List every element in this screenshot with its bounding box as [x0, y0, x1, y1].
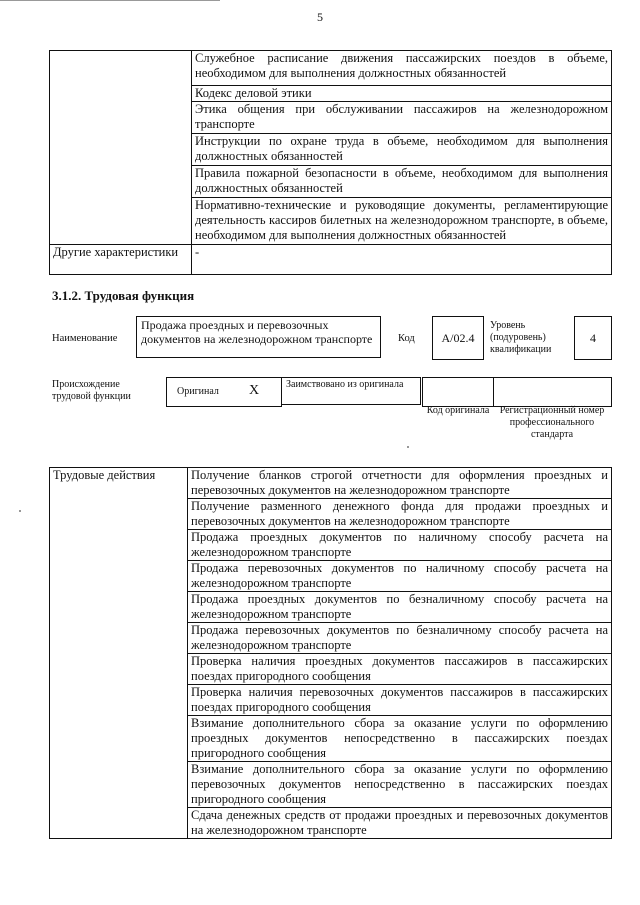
level-value: 4 [574, 316, 612, 360]
labor-actions-label: Трудовые действия [50, 468, 188, 839]
knowledge-item: Правила пожарной безопасности в объеме, необходимом для выполнения должностных обязанностей [192, 166, 612, 198]
scan-top-line [0, 0, 220, 1]
labor-actions-table [49, 467, 612, 839]
function-name: Продажа проездных и перевозочных документов на железнодорожном транспорте [136, 316, 381, 358]
labor-action-item: Сдача денежных средств от продажи проездных и перевозочных документов на железнодорожном транспорте [188, 808, 612, 839]
labor-action-item: Получение бланков строгой отчетности для оформления проездных и перевозочных документов на железнодорожном транспорте [188, 468, 612, 499]
page-number: 5 [317, 10, 323, 24]
labor-action-item: Продажа проездных документов по безналичному способу расчета на железнодорожном транспорте [188, 592, 612, 623]
name-label: Наименование [52, 333, 118, 344]
knowledge-item: Служебное расписание движения пассажирских поездов в объеме, необходимом для выполнения должностных обязанностей [192, 51, 612, 86]
labor-action-item: Получение разменного денежного фонда для продажи проездных и перевозочных документов на железнодорожном транспорте [188, 499, 612, 530]
origin-label: Происхождение трудовой функции [52, 379, 131, 402]
labor-action-item: Продажа перевозочных документов по наличному способу расчета на железнодорожном транспорте [188, 561, 612, 592]
original-code-cell [422, 377, 494, 407]
other-characteristics-label: Другие характеристики [50, 245, 192, 275]
labor-action-item: Взимание дополнительного сбора за оказание услуги по оформлению перевозочных документов непосредственно в пассажирских поездах пригородного сообщения [188, 762, 612, 808]
code-label: Код [398, 333, 415, 344]
knowledge-table [49, 50, 612, 275]
function-code: А/02.4 [432, 316, 484, 360]
labor-action-item: Взимание дополнительного сбора за оказание услуги по оформлению проездных документов непосредственно в пассажирских поездах пригородного сообщения [188, 716, 612, 762]
scan-speck [19, 510, 21, 512]
level-label: Уровень (подуровень) квалификации [490, 320, 552, 355]
borrowed-cell: Заимствовано из оригинала [281, 377, 421, 405]
reg-number-cell [493, 377, 612, 407]
knowledge-item: Этика общения при обслуживании пассажиров на железнодорожном транспорте [192, 102, 612, 134]
scan-speck [407, 446, 409, 448]
knowledge-item: Кодекс деловой этики [192, 86, 612, 102]
labor-action-item: Проверка наличия перевозочных документов пассажиров в пассажирских поездах пригородного сообщения [188, 685, 612, 716]
knowledge-item: Инструкции по охране труда в объеме, необходимом для выполнения должностных обязанностей [192, 134, 612, 166]
knowledge-item: Нормативно-технические и руководящие документы, регламентирующие деятельность кассиров билетных на железнодорожном транспорте, в объеме, необходимом для выполнения должностных обязанностей [192, 198, 612, 245]
section-heading: 3.1.2. Трудовая функция [52, 288, 195, 303]
original-code-caption: Код оригинала [426, 405, 490, 416]
original-label: Оригинал [177, 386, 219, 397]
knowledge-label-cell [50, 51, 192, 245]
reg-number-caption: Регистрационный номер профессионального стандарта [499, 405, 605, 440]
original-cell [166, 377, 282, 407]
labor-action-item: Продажа перевозочных документов по безналичному способу расчета на железнодорожном транспорте [188, 623, 612, 654]
other-characteristics-value: - [192, 245, 612, 275]
labor-action-item: Проверка наличия проездных документов пассажиров в пассажирских поездах пригородного сообщения [188, 654, 612, 685]
labor-action-item: Продажа проездных документов по наличному способу расчета на железнодорожном транспорте [188, 530, 612, 561]
original-mark: X [249, 383, 260, 398]
